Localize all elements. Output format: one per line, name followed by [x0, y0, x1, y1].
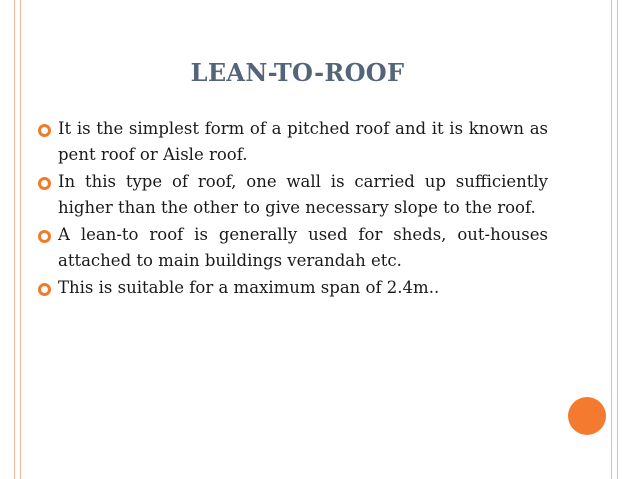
bullet-text: In this type of roof, one wall is carried up sufficiently higher than the other to give necessary slope to the roof.: [58, 172, 548, 217]
slide-title: LEAN-TO-ROOF: [190, 58, 405, 87]
bullet-text: A lean-to roof is generally used for sheds, out-houses attached to main buildings verandah etc.: [58, 225, 548, 270]
bullet-item: [38, 169, 548, 221]
bullet-item: [38, 275, 548, 301]
bullet-text: This is suitable for a maximum span of 2.4m..: [58, 278, 440, 297]
orange-circle-decoration-icon: [568, 397, 606, 435]
hollow-circle-bullet-icon: [38, 124, 51, 137]
right-border-line-inner: [611, 0, 612, 479]
hollow-circle-bullet-icon: [38, 177, 51, 190]
bullet-list: [38, 116, 548, 302]
hollow-circle-bullet-icon: [38, 283, 51, 296]
bullet-item: [38, 222, 548, 274]
bullet-text: It is the simplest form of a pitched roof and it is known as pent roof or Aisle roof.: [58, 119, 548, 164]
hollow-circle-bullet-icon: [38, 230, 51, 243]
right-border-line-outer: [617, 0, 618, 479]
bullet-item: [38, 116, 548, 168]
